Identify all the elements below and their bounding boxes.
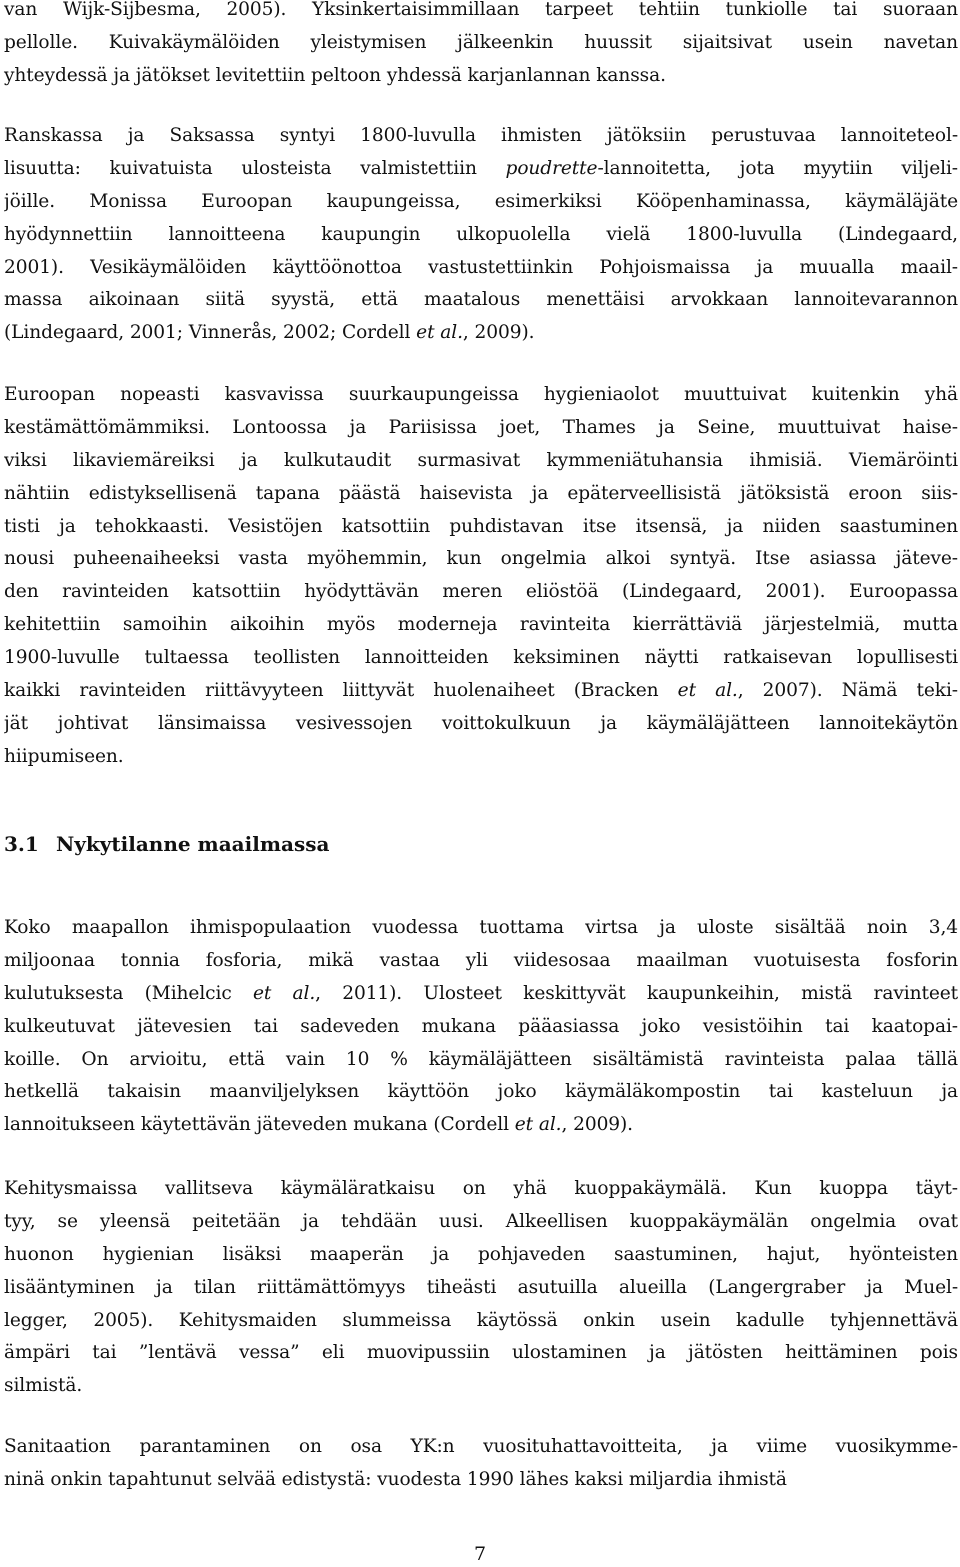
text-line: lisääntyminen ja tilan riittämättömyys tiheästi asutuilla alueilla (Langergraber ja Muel- [4, 1276, 958, 1298]
text-line: kulkeutuvat jätevesien tai sadeveden mukana pääasiassa joko vesistöihin tai kaatopai- [4, 1015, 958, 1037]
text-line: van Wijk-Sijbesma, 2005). Yksinkertaisimmillaan tarpeet tehtiin tunkiolle tai suoraan [4, 0, 958, 20]
text-line: tisti ja tehokkaasti. Vesistöjen katsottiin puhdistavan itse itsensä, ja niiden saastuminen [4, 515, 958, 537]
text-line: hiipumiseen. [4, 745, 124, 767]
text-line: kehitettiin samoihin aikoihin myös moderneja ravinteita kierrättäviä järjestelmiä, mutta [4, 614, 958, 636]
text-line: silmistä. [4, 1375, 83, 1397]
paragraph-global-phosphorus [4, 912, 958, 1142]
paragraph-europe-cities [4, 379, 958, 774]
italic-text: poudrette [505, 157, 598, 179]
text-line: Euroopan nopeasti kasvavissa suurkaupungeissa hygieniaolot muuttuivat kuitenkin yhä [4, 384, 958, 405]
italic-text: et al. [677, 680, 738, 702]
page-number: 7 [473, 1543, 487, 1565]
text-line: yhteydessä ja jätökset levitettiin peltoon yhdessä karjanlannan kanssa. [4, 64, 666, 86]
text-line: miljoonaa tonnia fosforia, mikä vastaa yli viidesosaa maailman vuotuisesta fosforin [4, 949, 958, 971]
text-line: Sanitaation parantaminen on osa YK:n vuosituhattavoitteita, ja viime vuosikymme- [4, 1436, 958, 1457]
text-line: lisuutta: kuivatuista ulosteista valmistettiin poudrette-lannoitetta, jota myytiin viljeli- [4, 157, 958, 179]
italic-text: et al. [514, 1114, 562, 1136]
paragraph-intro-continuation [4, 0, 958, 93]
text-line: nähtiin edistyksellisenä tapana päästä haisevista ja epäterveellisistä jätöksistä eroon siis- [4, 482, 958, 504]
text-line: jät johtivat länsimaissa vesivessojen voittokulkuun ja käymäläjätteen lannoitekäytön [4, 712, 958, 734]
text-line: pellolle. Kuivakäymälöiden yleistymisen jälkeenkin huussit sijaitsivat usein navetan [4, 31, 958, 53]
section-title: Nykytilanne maailmassa [56, 832, 330, 856]
text-line: viksi likaviemäreiksi ja kulkutaudit surmasivat kymmeniätuhansia ihmisiä. Viemäröinti [4, 449, 958, 471]
text-line: ninä onkin tapahtunut selvää edistystä: vuodesta 1990 lähes kaksi miljardia ihmistä [4, 1468, 787, 1490]
text-line: Ranskassa ja Saksassa syntyi 1800-luvulla ihmisten jätöksiin perustuvaa lannoiteteol- [4, 125, 958, 146]
text-line: kulutuksesta (Mihelcic et al., 2011). Ulosteet keskittyvät kaupunkeihin, mistä ravinteet [4, 982, 958, 1004]
text-line: Koko maapallon ihmispopulaation vuodessa tuottama virtsa ja uloste sisältää noin 3,4 [4, 917, 958, 938]
text-line: lannoitukseen käytettävän jäteveden mukana (Cordell et al., 2009). [4, 1114, 633, 1136]
text-line: 1900-luvulle tultaessa teollisten lannoitteiden keksiminen näytti ratkaisevan lopullisesti [4, 647, 958, 669]
text-line: 2001). Vesikäymälöiden käyttöönottoa vastustettiinkin Pohjoismaissa ja muualla maail- [4, 256, 958, 278]
text-line: kestämättömämmiksi. Lontoossa ja Pariisissa joet, Thames ja Seine, muuttuivat haise- [4, 416, 958, 438]
text-line: legger, 2005). Kehitysmaiden slummeissa käytössä onkin usein kadulle tyhjennettävä [4, 1309, 958, 1331]
paragraph-france-germany [4, 120, 958, 350]
text-line: (Lindegaard, 2001; Vinnerås, 2002; Cordell et al., 2009). [4, 322, 535, 344]
section-heading [4, 828, 329, 860]
text-line: koille. On arvioitu, että vain 10 % käymäläjätteen sisältämistä ravinteista palaa tällä [4, 1048, 958, 1070]
italic-text: et al. [252, 982, 316, 1004]
text-line: hyödynnettiin lannoitteena kaupungin ulkopuolella vielä 1800-luvulla (Lindegaard, [4, 223, 958, 245]
section-number: 3.1 [4, 832, 39, 856]
text-line: hetkellä takaisin maanviljelyksen käyttöön joko käymäläkompostin tai kasteluun ja [4, 1081, 958, 1103]
text-line: den ravinteiden katsottiin hyödyttävän meren eliöstöä (Lindegaard, 2001). Euroopassa [4, 581, 958, 603]
text-line: Kehitysmaissa vallitseva käymäläratkaisu on yhä kuoppakäymälä. Kun kuoppa täyt- [4, 1178, 958, 1199]
text-line: nousi puheenaiheeksi vasta myöhemmin, kun ongelmia alkoi syntyä. Itse asiassa jäteve- [4, 548, 958, 570]
paragraph-un-goals [4, 1431, 958, 1497]
paragraph-developing-countries [4, 1173, 958, 1403]
text-line: tyy, se yleensä peitetään ja tehdään uusi. Alkeellisen kuoppakäymälän ongelmia ovat [4, 1210, 958, 1232]
text-line: ämpäri tai ”lentävä vessa” eli muovipussiin ulostaminen ja jätösten heittäminen pois [4, 1342, 958, 1364]
text-line: massa aikoinaan siitä syystä, että maatalous menettäisi arvokkaan lannoitevarannon [4, 289, 958, 311]
text-line: huonon hygienian lisäksi maaperän ja pohjaveden saastuminen, hajut, hyönteisten [4, 1243, 958, 1265]
italic-text: et al. [416, 322, 463, 344]
text-line: jöille. Monissa Euroopan kaupungeissa, esimerkiksi Kööpenhaminassa, käymäläjäte [4, 190, 958, 212]
text-line: kaikki ravinteiden riittävyyteen liittyvät huolenaiheet (Bracken et al., 2007). Nämä teki- [4, 680, 958, 702]
